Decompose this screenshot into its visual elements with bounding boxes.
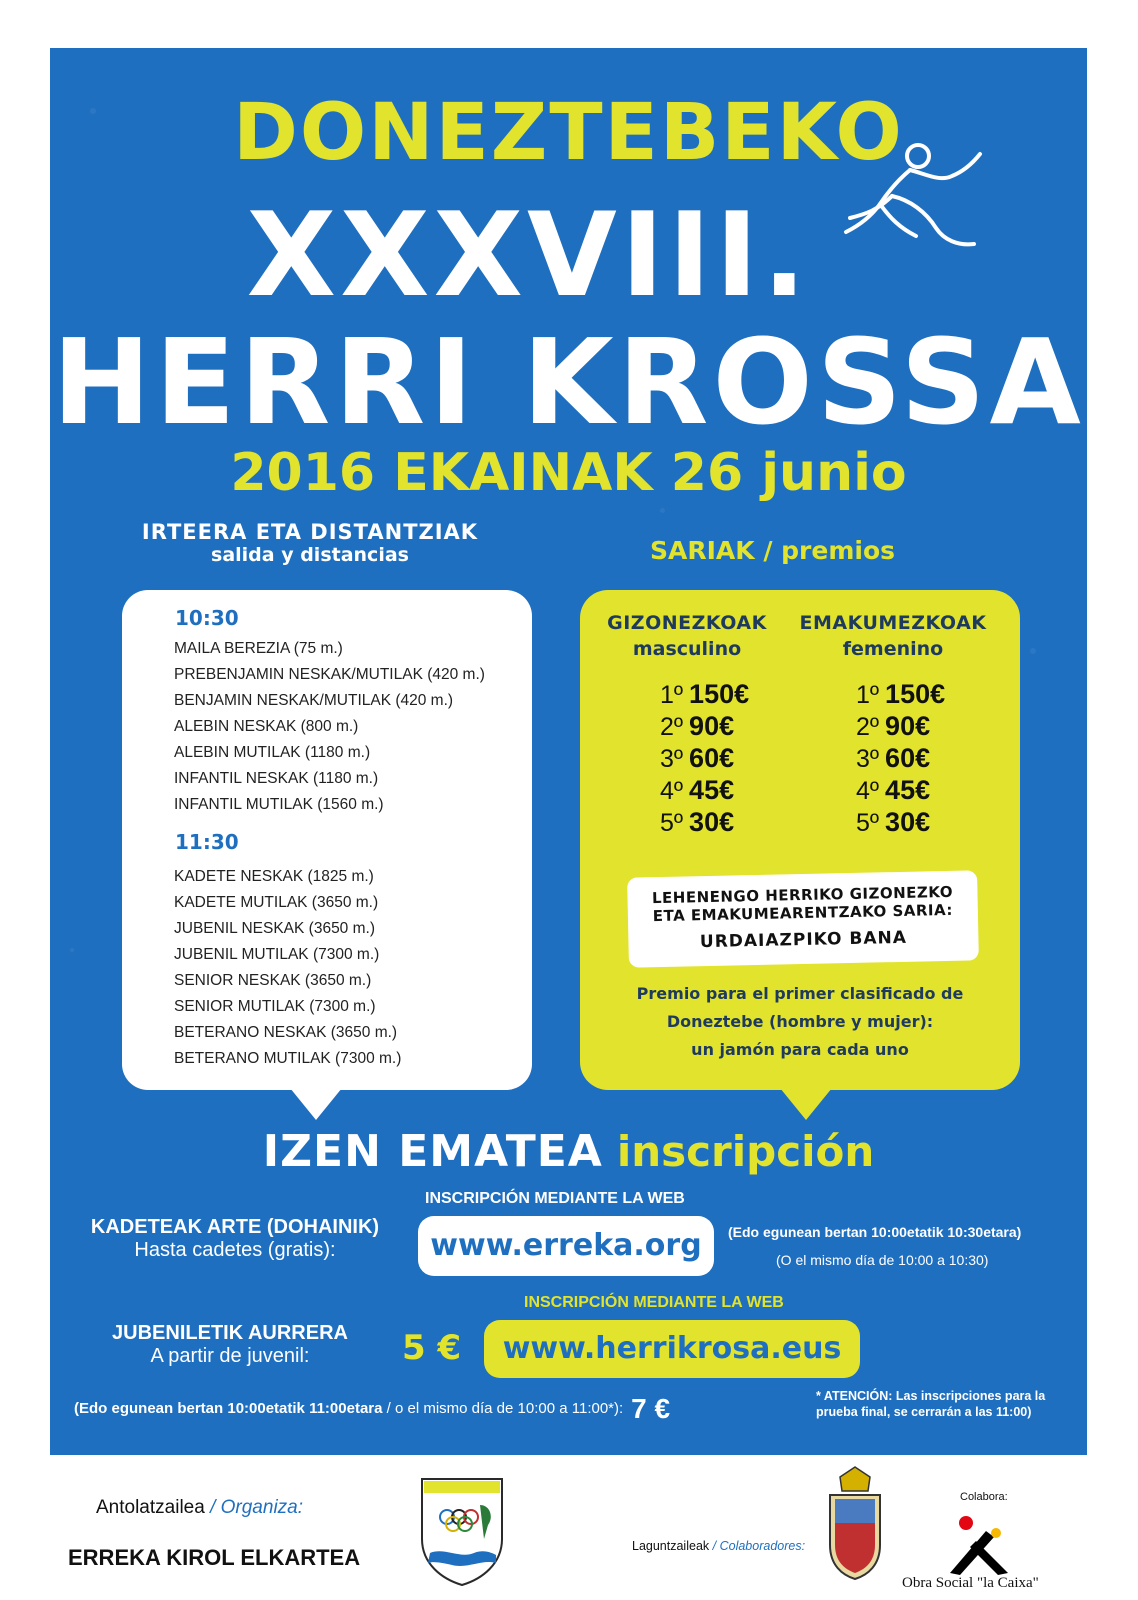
juvenil-eu: JUBENILETIK AURRERA xyxy=(112,1322,348,1344)
list-item: SENIOR NESKAK (3650 m.) xyxy=(174,972,372,989)
women-heading-es: femenino xyxy=(842,638,944,660)
registration-heading xyxy=(50,1126,1087,1177)
prize-amount: 90€ xyxy=(885,711,931,741)
women-heading-eu: EMAKUMEZKOAK xyxy=(799,612,987,634)
web-label-1: INSCRIPCIÓN MEDIANTE LA WEB xyxy=(425,1190,685,1207)
distances-heading-es: salida y distancias xyxy=(211,544,409,566)
distances-panel xyxy=(122,590,532,1090)
list-item xyxy=(660,742,749,774)
men-column-heading xyxy=(592,612,782,660)
cadet-registration xyxy=(60,1216,410,1262)
women-prize-list xyxy=(856,678,945,838)
texture-speck xyxy=(1030,648,1036,654)
list-item: ALEBIN NESKAK (800 m.) xyxy=(174,718,359,735)
same-day-note-es: (O el mismo día de 10:00 a 10:30) xyxy=(776,1252,989,1268)
cadet-es: Hasta cadetes (gratis): xyxy=(134,1239,336,1261)
prize-amount: 150€ xyxy=(689,679,750,709)
prize-amount: 45€ xyxy=(885,775,931,805)
list-item: ALEBIN MUTILAK (1180 m.) xyxy=(174,744,371,761)
prizes-panel xyxy=(580,590,1020,1090)
texture-speck xyxy=(660,508,665,513)
prize-amount: 30€ xyxy=(885,807,931,837)
organizer-label-eu: Antolatzailea xyxy=(96,1497,205,1518)
collaborators-label xyxy=(632,1539,805,1553)
list-item xyxy=(660,678,749,710)
category-list-1 xyxy=(174,636,485,818)
list-item: PREBENJAMIN NESKAK/MUTILAK (420 m.) xyxy=(174,666,485,683)
men-heading-es: masculino xyxy=(632,638,742,660)
men-heading-eu: GIZONEZKOAK xyxy=(607,612,767,634)
distances-heading-eu: IRTEERA ETA DISTANTZIAK xyxy=(141,520,479,544)
local-prize-card xyxy=(627,870,979,967)
premio-line1: Premio para el primer clasificado de xyxy=(636,984,964,1003)
distances-heading xyxy=(140,520,480,566)
list-item xyxy=(856,774,945,806)
place-ordinal: 3º xyxy=(856,745,880,773)
same-day-note-eu: (Edo egunean bertan 10:00etatik 10:30etara) xyxy=(728,1224,1022,1240)
club-logo xyxy=(412,1469,512,1589)
council-logo xyxy=(810,1465,900,1595)
herrikrosa-url-link[interactable]: www.herrikrosa.eus xyxy=(484,1320,860,1378)
list-item: KADETE NESKAK (1825 m.) xyxy=(174,868,374,885)
list-item: BENJAMIN NESKAK/MUTILAK (420 m.) xyxy=(174,692,454,709)
prize-amount: 45€ xyxy=(689,775,735,805)
list-item xyxy=(660,710,749,742)
organizer-label-es: / Organiza: xyxy=(210,1497,304,1518)
prize-amount: 60€ xyxy=(689,743,735,773)
place-ordinal: 1º xyxy=(856,681,880,709)
place-ordinal: 3º xyxy=(660,745,684,773)
obra-social-label: Obra Social "la Caixa" xyxy=(902,1575,1039,1591)
same-day-price: 7 € xyxy=(631,1393,671,1424)
same-day-es: / o el mismo día de 10:00 a 11:00*): xyxy=(382,1399,624,1417)
prize-amount: 90€ xyxy=(689,711,735,741)
attention-note: * ATENCIÓN: Las inscripciones para la prueba final, se cerrarán a las 11:00) xyxy=(816,1389,1046,1419)
list-item xyxy=(856,742,945,774)
list-item: SENIOR MUTILAK (7300 m.) xyxy=(174,998,376,1015)
runner-icon xyxy=(840,140,990,260)
title-doneztebeko: DONEZTEBEKO xyxy=(233,88,904,178)
title-date: 2016 EKAINAK 26 junio xyxy=(230,443,907,503)
place-ordinal: 1º xyxy=(660,681,684,709)
place-ordinal: 4º xyxy=(660,777,684,805)
collaborators-label-es: / Colaboradores: xyxy=(712,1539,806,1553)
local-prize-spanish xyxy=(600,980,1000,1064)
list-item xyxy=(660,774,749,806)
list-item: INFANTIL NESKAK (1180 m.) xyxy=(174,770,379,787)
category-list-2 xyxy=(174,864,401,1072)
footer xyxy=(0,1455,1138,1600)
place-ordinal: 5º xyxy=(856,809,880,837)
list-item xyxy=(856,710,945,742)
prizes-heading: SARIAK / premios xyxy=(650,536,896,565)
women-column-heading xyxy=(798,612,988,660)
prize-amount: 60€ xyxy=(885,743,931,773)
list-item: JUBENIL NESKAK (3650 m.) xyxy=(174,920,375,937)
la-caixa-star-icon xyxy=(936,1511,1016,1575)
title-edition: XXXVIII. xyxy=(246,188,811,323)
list-item: KADETE MUTILAK (3650 m.) xyxy=(174,894,379,911)
web-label-2: INSCRIPCIÓN MEDIANTE LA WEB xyxy=(524,1294,784,1311)
men-prize-list xyxy=(660,678,749,838)
list-item: INFANTIL MUTILAK (1560 m.) xyxy=(174,796,384,813)
juvenil-registration xyxy=(80,1322,380,1368)
place-ordinal: 2º xyxy=(660,713,684,741)
organizer-label xyxy=(96,1497,303,1519)
registration-heading-es: inscripción xyxy=(616,1127,875,1176)
place-ordinal: 4º xyxy=(856,777,880,805)
same-day-eu: (Edo egunean bertan 10:00etatik 11:00etara xyxy=(74,1399,383,1417)
texture-speck xyxy=(70,948,74,952)
list-item xyxy=(856,806,945,838)
poster-background xyxy=(50,48,1087,1455)
juvenil-es: A partir de juvenil: xyxy=(150,1345,310,1367)
prize-amount: 150€ xyxy=(885,679,946,709)
local-prize-line3: URDAIAZPIKO BANA xyxy=(699,927,908,953)
prize-amount: 30€ xyxy=(689,807,735,837)
local-prize-line1: LEHENENGO HERRIKO GIZONEZKO xyxy=(651,882,954,908)
cadet-eu: KADETEAK ARTE (DOHAINIK) xyxy=(90,1216,380,1238)
registration-heading-eu: IZEN EMATEA xyxy=(262,1126,603,1177)
list-item xyxy=(856,678,945,710)
place-ordinal: 5º xyxy=(660,809,684,837)
start-time-2: 11:30 xyxy=(175,830,239,854)
list-item xyxy=(660,806,749,838)
web-price: 5 € xyxy=(402,1328,462,1368)
place-ordinal: 2º xyxy=(856,713,880,741)
list-item: MAILA BEREZIA (75 m.) xyxy=(174,640,343,657)
title-herri-krossa: HERRI KROSSA xyxy=(52,313,1085,451)
premio-line2: Doneztebe (hombre y mujer): xyxy=(666,1012,934,1031)
organizer-name: ERREKA KIROL ELKARTEA xyxy=(68,1545,361,1570)
local-prize-line2: ETA EMAKUMEARENTZAKO SARIA: xyxy=(652,900,954,926)
start-time-1: 10:30 xyxy=(175,606,239,630)
list-item: JUBENIL MUTILAK (7300 m.) xyxy=(174,946,380,963)
collaborators-label-eu: Laguntzaileak xyxy=(632,1539,710,1553)
same-day-registration xyxy=(74,1393,670,1425)
list-item: BETERANO MUTILAK (7300 m.) xyxy=(174,1050,402,1067)
erreka-url-link[interactable]: www.erreka.org xyxy=(418,1216,714,1276)
list-item: BETERANO NESKAK (3650 m.) xyxy=(174,1024,398,1041)
colabora-label: Colabora: xyxy=(960,1491,1008,1503)
premio-line3: un jamón para cada uno xyxy=(691,1040,909,1059)
